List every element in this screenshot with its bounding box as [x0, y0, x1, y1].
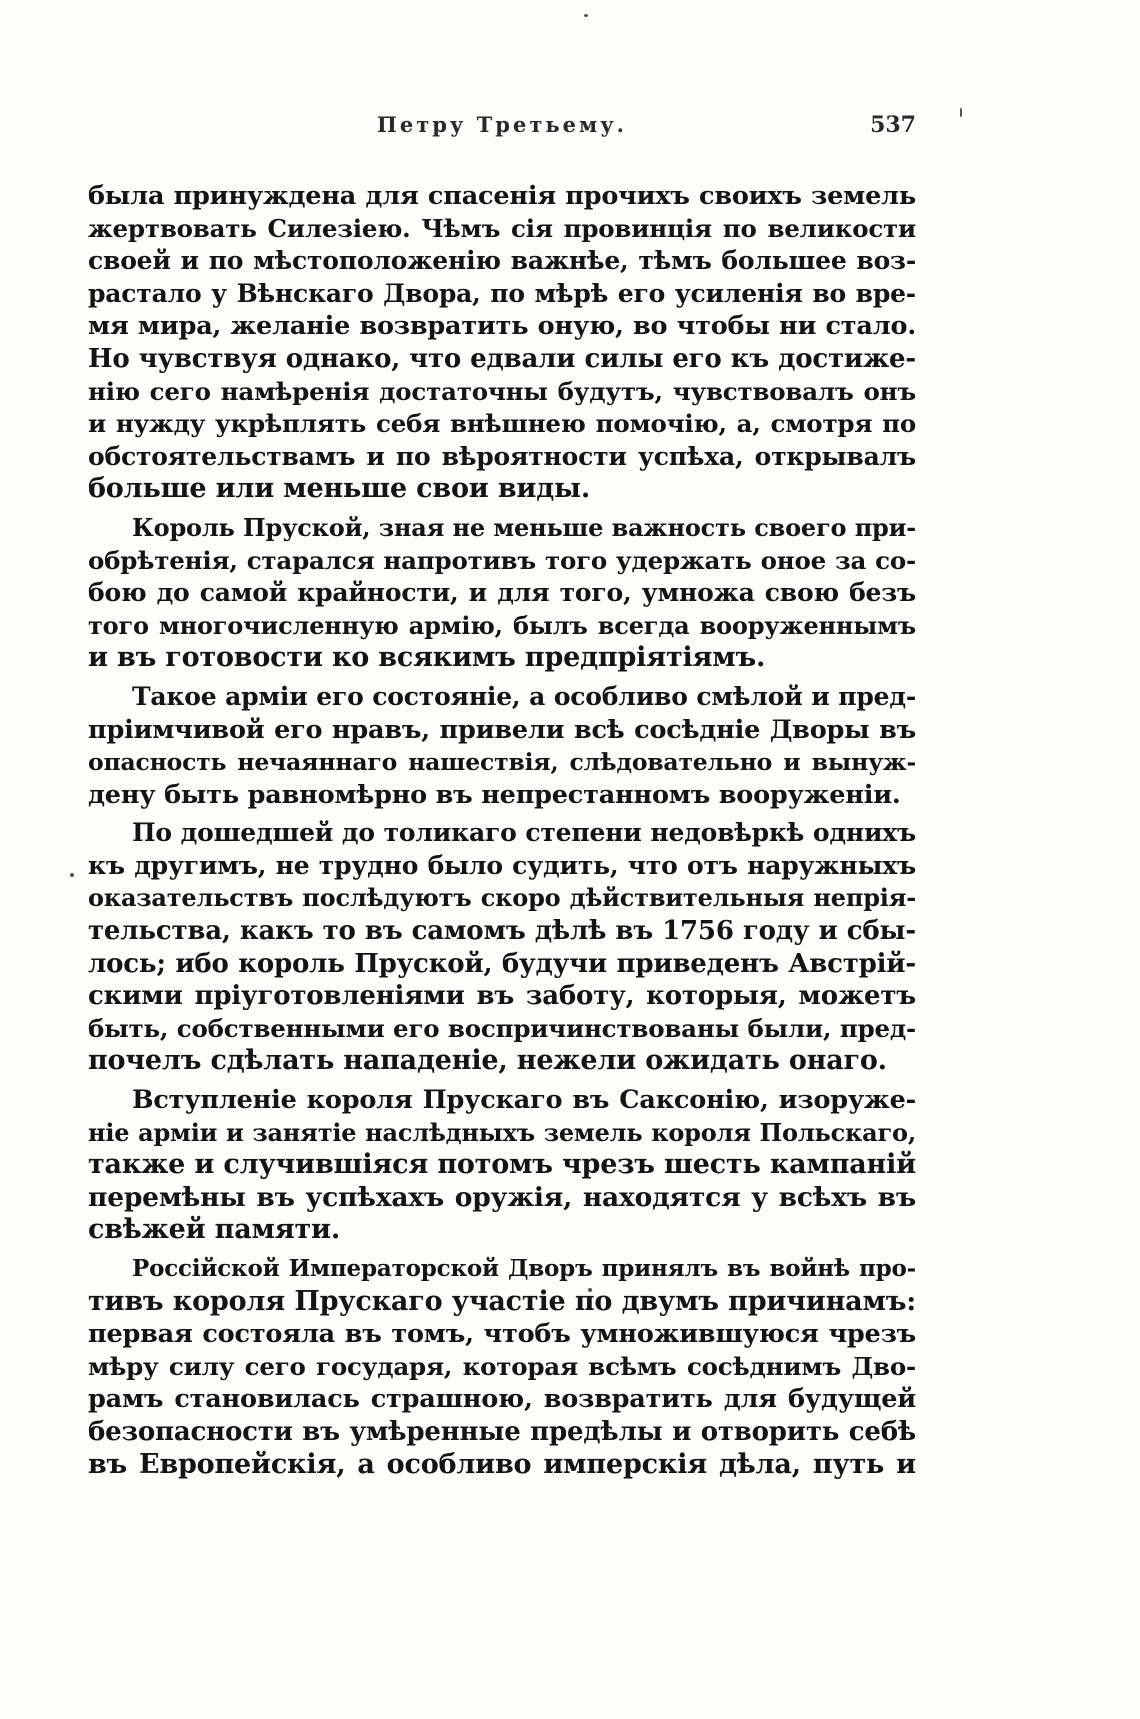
text-line: перемѣны въ успѣхахъ оружія, находятся у всѣхъ въ: [88, 1181, 916, 1213]
text-line: тивъ короля Прускаго участіе по двумъ причинамъ:: [88, 1285, 916, 1317]
text-line: лось; ибо король Пруской, будучи приведенъ Австрій-: [88, 948, 916, 979]
text-line: тельства, какъ то въ самомъ дѣлѣ въ 1756 году и сбы-: [88, 916, 916, 947]
text-line: въ Европейскія, а особливо имперскія дѣла, путь и: [88, 1448, 916, 1480]
text-line: рамъ становилась страшною, возвратить для будущей: [88, 1384, 916, 1415]
text-line: бою до самой крайности, и для того, умножа свою безъ: [88, 578, 916, 608]
text-line: того многочисленную армію, былъ всегда вооруженнымъ: [88, 610, 916, 640]
text-line: мя мира, желаніе возвратить оную, во чтобы ни стало.: [88, 311, 916, 342]
text-line: своей и по мѣстоположенію важнѣе, тѣмъ большее воз-: [88, 246, 916, 276]
text-line: обстоятельствамъ и по вѣроятности успѣха, открывалъ: [88, 441, 916, 471]
text-line: растало у Вѣнскаго Двора, по мѣрѣ его усиленія во вре-: [88, 278, 916, 308]
text-line: мѣру силу сего государя, которая всѣмъ сосѣднимъ Дво-: [88, 1351, 916, 1381]
paragraph: [88, 1084, 916, 1247]
print-speck: [960, 108, 962, 117]
text-line: почелъ сдѣлать нападеніе, нежели ожидать онаго.: [88, 1045, 887, 1077]
text-line: свѣжей памяти.: [88, 1214, 341, 1246]
text-line: жертвовать Силезіею. Чѣмъ сія провинція по великости: [88, 213, 916, 243]
text-line: ніе арміи и занятіе наслѣдныхъ земель короля Польскаго,: [88, 1117, 916, 1147]
text-line: оказательствъ послѣдуютъ скоро дѣйствительныя непрія-: [88, 883, 916, 913]
text-line: нію сего намѣренія достаточны будутъ, чувствовалъ онъ: [88, 376, 916, 406]
text-line: быть, собственными его воспричинствованы были, пред-: [88, 1013, 916, 1043]
text-line: и нужду укрѣплять себя внѣшнею помочію, а, смотря по: [88, 409, 916, 439]
text-line: обрѣтенія, старался напротивъ того удержать оное за со-: [88, 545, 916, 575]
text-line: дену быть равномѣрно въ непрестанномъ вооруженіи.: [88, 779, 901, 810]
running-head: Петру Третьему.: [377, 112, 627, 137]
paragraph: [88, 681, 916, 811]
text-line: скими пріуготовленіями въ заботу, которыя, можетъ: [88, 981, 916, 1012]
text-line: Но чувствуя однако, что едвали силы его къ достиже-: [88, 343, 916, 374]
page-number: 537: [870, 112, 916, 138]
text-line: пріимчивой его нравъ, привели всѣ сосѣдніе Дворы въ: [88, 714, 916, 745]
body-text: [88, 180, 916, 1481]
paragraph: [88, 1253, 916, 1481]
text-line: безопасности въ умѣренные предѣлы и отворить себѣ: [88, 1416, 916, 1447]
page-header: [88, 112, 916, 146]
text-line: къ другимъ, не трудно было судить, что отъ наружныхъ: [88, 850, 916, 880]
paragraph: [88, 817, 916, 1078]
text-line: Россійской Императорской Дворъ принялъ въ войнѣ про-: [132, 1255, 916, 1282]
text-line: первая состояла въ томъ, чтобъ умножившуюся чрезъ: [88, 1319, 916, 1350]
paragraph: [88, 180, 916, 506]
text-line: Вступленіе короля Прускаго въ Саксонію, изоруже-: [132, 1085, 916, 1116]
text-line: и въ готовости ко всякимъ предпріятіямъ.: [88, 642, 766, 674]
text-line: Король Пруской, зная не меньше важность своего при-: [132, 512, 916, 542]
print-speck: [70, 873, 74, 877]
text-line: По дошедшей до толикаго степени недовѣркѣ однихъ: [132, 818, 916, 848]
paragraph: [88, 512, 916, 675]
text-line: была принуждена для спасенія прочихъ своихъ земель: [88, 181, 916, 211]
text-line: также и случившіяся потомъ чрезъ шесть кампаній: [88, 1149, 916, 1181]
text-line: Такое арміи его состояніе, а особливо смѣлой и пред-: [132, 681, 916, 711]
text-line: больше или меньше свои виды.: [88, 473, 591, 505]
text-line: опасность нечаяннаго нашествія, слѣдовательно и вынуж-: [88, 748, 916, 777]
print-speck: [584, 14, 588, 17]
